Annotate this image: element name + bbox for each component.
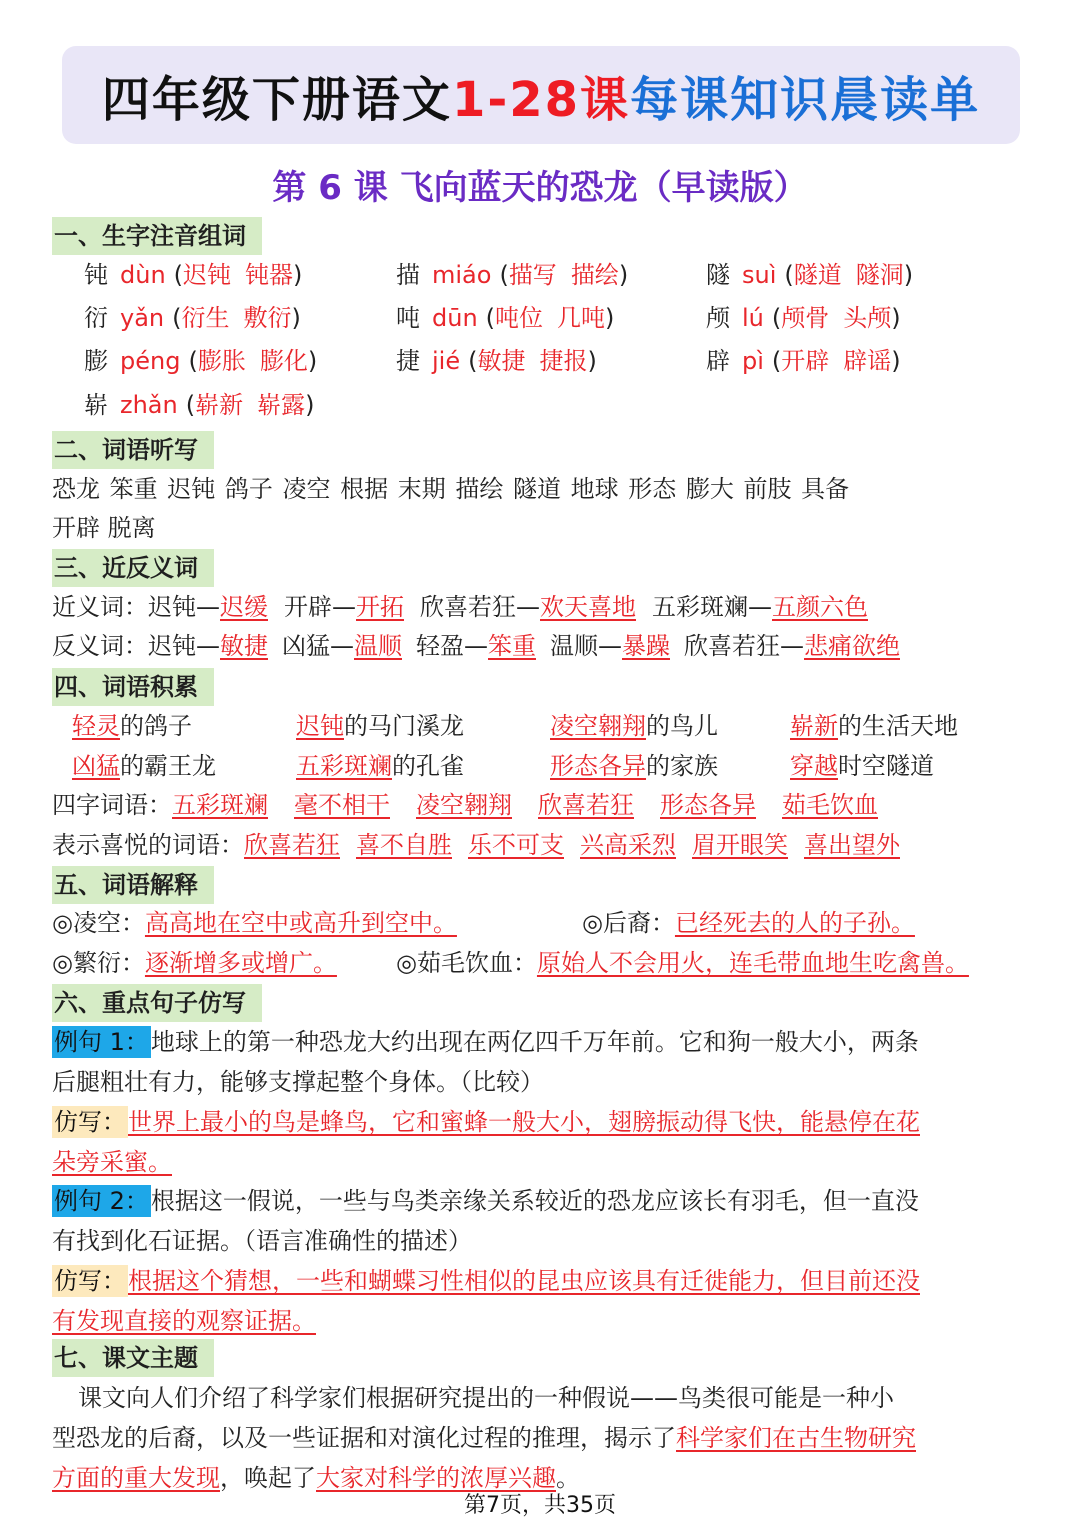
synonyms-row [52, 589, 884, 625]
phrase-keyword: 五彩斑斓 [296, 752, 392, 780]
word-pair [148, 593, 268, 621]
theme-line-2a: 型恐龙的后裔，以及一些证据和对演化过程的推理，揭示了 [52, 1424, 676, 1452]
char-entry: 衍 yǎn (衍生 敷衍) [84, 304, 301, 332]
word-pair-source: 迟钝— [148, 593, 220, 621]
char: 描 [396, 261, 420, 289]
underlined-word: 眉开眼笑 [692, 831, 788, 859]
phrase-item [296, 708, 464, 744]
example-1-line2: 后腿粗壮有力，能够支撑起整个身体。（比较） [52, 1068, 544, 1096]
word-pair-source: 轻盈— [416, 632, 488, 660]
char: 衍 [84, 304, 108, 332]
word-pair-target: 敏捷 [220, 632, 268, 660]
word-pair [684, 632, 900, 660]
word-2: 捷报 [539, 347, 588, 375]
word-pair [284, 593, 404, 621]
section-3-heading: 三、近反义词 [52, 549, 214, 587]
section-2-heading: 二、词语听写 [52, 431, 214, 469]
word-pair-source: 五彩斑斓— [652, 593, 772, 621]
explanation-def: 逐渐增多或增广。 [144, 949, 337, 977]
explanation-def: 已经死去的人的子孙。 [674, 909, 915, 937]
imitation-2-line2: 有发现直接的观察证据。 [52, 1307, 316, 1335]
imitation-1-label: 仿写： [54, 1108, 126, 1136]
section-6-heading: 六、重点句子仿写 [52, 984, 262, 1022]
example-1-label: 例句 1： [54, 1028, 149, 1056]
underlined-word: 形态各异 [660, 791, 756, 819]
imitation-2-line1: 根据这个猜想，一些和蝴蝶习性相似的昆虫应该具有迁徙能力，但目前还没 [128, 1267, 920, 1295]
underlined-word: 喜出望外 [804, 831, 900, 859]
theme-line-1: 课文向人们介绍了科学家们根据研究提出的一种假说——鸟类很可能是一种小 [78, 1384, 894, 1412]
phrase-item [72, 708, 192, 744]
imitation-1-line2: 朵旁采蜜。 [52, 1148, 172, 1176]
underlined-word: 茹毛饮血 [782, 791, 878, 819]
theme-line-3b: ，唤起了 [220, 1464, 316, 1492]
antonyms-row [52, 628, 914, 664]
char-entry: 辟 pì (开辟 辟谣) [706, 347, 901, 375]
char: 吨 [396, 304, 420, 332]
word-pair-source: 温顺— [550, 632, 622, 660]
word-pair-source: 开辟— [284, 593, 356, 621]
pinyin: miáo [432, 261, 492, 289]
section-4-heading: 四、词语积累 [52, 668, 214, 706]
word-1: 隧道 [793, 261, 842, 289]
char-entry: 颅 lú (颅骨 头颅) [706, 304, 901, 332]
word-2: 膨化 [259, 347, 308, 375]
title-part2: 1-28课 [451, 71, 631, 128]
theme-highlight-1: 科学家们在古生物研究 [676, 1424, 916, 1452]
word-2: 辟谣 [843, 347, 892, 375]
pinyin: jié [432, 347, 461, 375]
phrase-rest: 的鸽子 [120, 712, 192, 740]
char-entry: 膨 péng (膨胀 膨化) [84, 347, 318, 375]
section-7-heading: 七、课文主题 [52, 1339, 214, 1377]
word-2: 描绘 [570, 261, 619, 289]
example-1-line1: 地球上的第一种恐龙大约出现在两亿四千万年前。它和狗一般大小，两条 [150, 1028, 919, 1056]
phrase-rest: 的马门溪龙 [344, 712, 464, 740]
pinyin: pì [742, 347, 764, 375]
underlined-word: 五彩斑斓 [172, 791, 268, 819]
char: 膨 [84, 347, 108, 375]
char: 钝 [84, 261, 108, 289]
pinyin: dūn [432, 304, 478, 332]
word-2: 敷衍 [243, 304, 292, 332]
explanation-term: ◎后裔： [582, 909, 675, 937]
word-pair-target: 笨重 [488, 632, 536, 660]
example-2-label: 例句 2： [54, 1187, 149, 1215]
phrase-keyword: 崭新 [790, 712, 838, 740]
pinyin: lú [742, 304, 764, 332]
phrase-keyword: 穿越 [790, 752, 838, 780]
phrase-keyword: 凌空翱翔 [550, 712, 646, 740]
word-1: 衍生 [181, 304, 230, 332]
underlined-word: 毫不相干 [294, 791, 390, 819]
char: 颅 [706, 304, 730, 332]
underlined-word: 乐不可支 [468, 831, 564, 859]
example-2-line1: 根据这一假说，一些与鸟类亲缘关系较近的恐龙应该长有羽毛，但一直没 [150, 1187, 919, 1215]
word-pair [550, 632, 670, 660]
word-pair-target: 五颜六色 [772, 593, 868, 621]
word-pair-target: 悲痛欲绝 [804, 632, 900, 660]
word-pair-target: 暴躁 [622, 632, 670, 660]
explanation-item [52, 945, 337, 981]
section-5-heading: 五、词语解释 [52, 866, 214, 904]
title-part1: 四年级下册语文 [101, 71, 452, 128]
char-entry: 崭 zhǎn (崭新 崭露) [84, 391, 315, 419]
antonyms-label: 反义词： [52, 632, 148, 660]
phrase-item [790, 748, 934, 784]
pinyin: zhǎn [120, 391, 178, 419]
word-pair [416, 632, 536, 660]
word-pair-target: 迟缓 [220, 593, 268, 621]
phrase-rest: 的生活天地 [838, 712, 958, 740]
phrase-item [296, 748, 464, 784]
word-1: 吨位 [495, 304, 544, 332]
pinyin: yǎn [120, 304, 165, 332]
pinyin: suì [742, 261, 777, 289]
explanation-term: ◎繁衍： [52, 949, 145, 977]
word-1: 崭新 [195, 391, 244, 419]
dictation-line-2: 开辟 脱离 [52, 514, 156, 542]
word-1: 敏捷 [477, 347, 526, 375]
word-pair [420, 593, 636, 621]
word-pair [652, 593, 868, 621]
explanation-term: ◎凌空： [52, 909, 145, 937]
char: 隧 [706, 261, 730, 289]
underlined-word: 欣喜若狂 [244, 831, 340, 859]
char-entry: 描 miáo (描写 描绘) [396, 261, 629, 289]
word-pair-target: 开拓 [356, 593, 404, 621]
word-2: 钝器 [245, 261, 294, 289]
page-footer: 第7页，共35页 [464, 1493, 616, 1518]
example-2 [52, 1181, 1042, 1341]
char-entry: 吨 dūn (吨位 几吨) [396, 304, 615, 332]
phrase-item [550, 708, 718, 744]
phrase-rest: 的孔雀 [392, 752, 464, 780]
explanation-item [52, 905, 457, 941]
phrase-keyword: 轻灵 [72, 712, 120, 740]
pinyin: péng [120, 347, 181, 375]
section-1-heading: 一、生字注音组词 [52, 217, 262, 255]
imitation-1-line1: 世界上最小的鸟是蜂鸟，它和蜜蜂一般大小，翅膀振动得飞快，能悬停在花 [128, 1108, 920, 1136]
joy-words-row [52, 827, 916, 863]
word-1: 迟钝 [183, 261, 232, 289]
underlined-word: 兴高采烈 [580, 831, 676, 859]
four-char-label: 四字词语： [52, 791, 172, 819]
pinyin: dùn [120, 261, 166, 289]
phrase-item [72, 748, 216, 784]
example-1 [52, 1022, 1042, 1182]
word-pair [148, 632, 268, 660]
phrase-item [550, 748, 718, 784]
explanation-item [396, 945, 969, 981]
title-banner [62, 46, 1020, 144]
theme-highlight-2: 方面的重大发现 [52, 1464, 220, 1492]
underlined-word: 欣喜若狂 [538, 791, 634, 819]
word-pair-source: 迟钝— [148, 632, 220, 660]
phrase-keyword: 凶猛 [72, 752, 120, 780]
theme-paragraph [52, 1378, 1042, 1498]
word-2: 几吨 [557, 304, 606, 332]
synonyms-label: 近义词： [52, 593, 148, 621]
word-2: 崭露 [257, 391, 306, 419]
word-1: 描写 [508, 261, 557, 289]
word-pair-target: 欢天喜地 [540, 593, 636, 621]
word-2: 头颅 [843, 304, 892, 332]
explanation-def: 高高地在空中或高升到空中。 [144, 909, 457, 937]
theme-highlight-3: 大家对科学的浓厚兴趣 [316, 1464, 556, 1492]
word-pair-source: 凶猛— [282, 632, 354, 660]
char-entry: 隧 suì (隧道 隧洞) [706, 261, 914, 289]
word-pair-source: 欣喜若狂— [420, 593, 540, 621]
underlined-word: 喜不自胜 [356, 831, 452, 859]
phrase-item [790, 708, 958, 744]
lesson-title: 第 6 课 飞向蓝天的恐龙（早读版） [272, 168, 808, 208]
explanation-def: 原始人不会用火，连毛带血地生吃禽兽。 [536, 949, 969, 977]
word-1: 颅骨 [781, 304, 830, 332]
word-1: 开辟 [781, 347, 830, 375]
phrase-keyword: 迟钝 [296, 712, 344, 740]
four-char-row [52, 787, 904, 823]
phrase-keyword: 形态各异 [550, 752, 646, 780]
underlined-word: 凌空翱翔 [416, 791, 512, 819]
phrase-rest: 的鸟儿 [646, 712, 718, 740]
dictation-line-1: 恐龙 笨重 迟钝 鸽子 凌空 根据 末期 描绘 隧道 地球 形态 膨大 前肢 具备 [52, 475, 850, 503]
char: 崭 [84, 391, 108, 419]
title-part3: 每课知识晨读单 [630, 71, 981, 128]
phrase-rest: 的霸王龙 [120, 752, 216, 780]
word-1: 膨胀 [197, 347, 246, 375]
phrase-rest: 时空隧道 [838, 752, 934, 780]
word-2: 隧洞 [855, 261, 904, 289]
char-entry: 捷 jié (敏捷 捷报) [396, 347, 597, 375]
word-pair [282, 632, 402, 660]
example-2-line2: 有找到化石证据。（语言准确性的描述） [52, 1227, 472, 1255]
theme-line-3d: 。 [556, 1464, 580, 1492]
word-pair-source: 欣喜若狂— [684, 632, 804, 660]
phrase-rest: 的家族 [646, 752, 718, 780]
imitation-2-label: 仿写： [54, 1267, 126, 1295]
char: 辟 [706, 347, 730, 375]
joy-words-label: 表示喜悦的词语： [52, 831, 244, 859]
char: 捷 [396, 347, 420, 375]
word-pair-target: 温顺 [354, 632, 402, 660]
char-entry: 钝 dùn (迟钝 钝器) [84, 261, 303, 289]
explanation-term: ◎茹毛饮血： [396, 949, 537, 977]
explanation-item [582, 905, 915, 941]
